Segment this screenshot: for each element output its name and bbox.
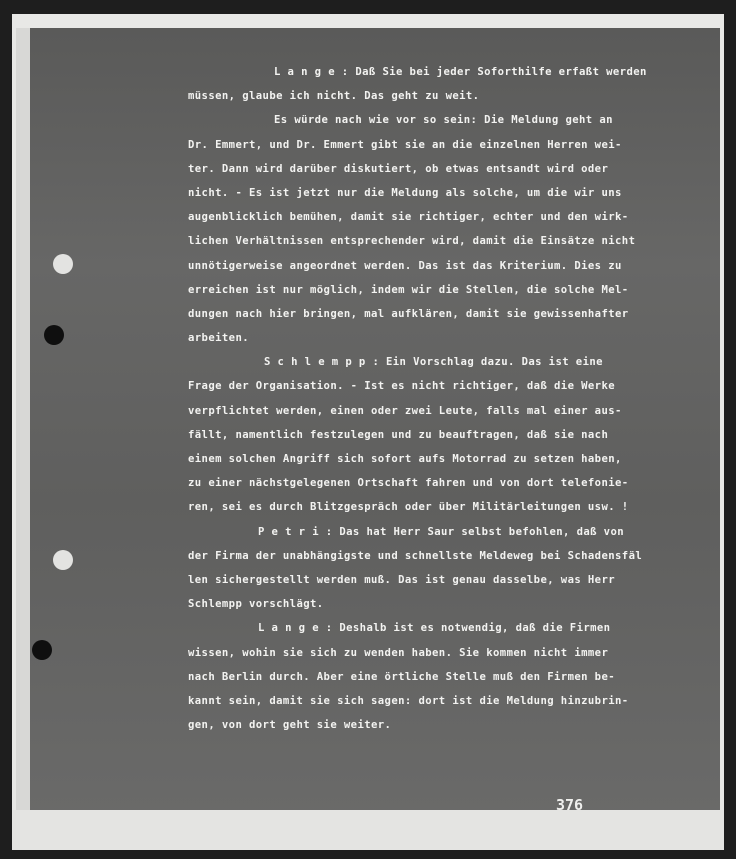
text-line: unnötigerweise angeordnet werden. Das ist das Kriterium. Dies zu [188, 259, 622, 272]
punch-hole [53, 550, 73, 570]
text-line: einem solchen Angriff sich sofort aufs Motorrad zu setzen haben, [188, 453, 622, 465]
text-line: augenblicklich bemühen, damit sie richtiger, echter und den wirk- [188, 211, 629, 224]
punch-hole [44, 325, 64, 345]
text-line: zu einer nächstgelegenen Ortschaft fahren und von dort telefonie- [188, 477, 629, 490]
document-text [188, 60, 708, 737]
text-line: ren, sei es durch Blitzgespräch oder über Militärleitungen usw. ! [188, 501, 629, 514]
text-line: müssen, glaube ich nicht. Das geht zu weit. [188, 90, 480, 103]
text-line: Es würde nach wie vor so sein: Die Meldung geht an [274, 114, 613, 127]
text-line: fällt, namentlich festzulegen und zu beauftragen, daß sie nach [188, 428, 609, 441]
text-line: nach Berlin durch. Aber eine örtliche Stelle muß den Firmen be- [188, 670, 616, 683]
text-line: len sichergestellt werden muß. Das ist genau dasselbe, was Herr [188, 573, 616, 586]
text-line: S c h l e m p p : Ein Vorschlag dazu. Das ist eine [264, 356, 603, 369]
text-line: dungen nach hier bringen, mal aufklären, damit sie gewissenhafter [188, 307, 629, 320]
margin-strip [16, 28, 30, 818]
text-line: L a n g e : Daß Sie bei jeder Soforthilfe erfaßt werden [274, 66, 647, 78]
text-line: Frage der Organisation. - Ist es nicht richtiger, daß die Werke [188, 380, 616, 393]
text-line: der Firma der unabhängigste und schnellste Meldeweg bei Schadensfäl [188, 549, 643, 562]
punch-hole [32, 640, 52, 660]
text-line: kannt sein, damit sie sich sagen: dort ist die Meldung hinzubrin- [188, 694, 629, 707]
text-line: erreichen ist nur möglich, indem wir die Stellen, die solche Mel- [188, 283, 629, 296]
punch-hole [53, 254, 73, 274]
text-line: ter. Dann wird darüber diskutiert, ob etwas entsandt wird oder [188, 162, 609, 175]
text-line: Dr. Emmert, und Dr. Emmert gibt sie an die einzelnen Herren wei- [188, 138, 622, 151]
text-line: P e t r i : Das hat Herr Saur selbst befohlen, daß von [258, 525, 625, 538]
text-line: wissen, wohin sie sich zu wenden haben. Sie kommen nicht immer [188, 646, 609, 659]
page-number: 376 [556, 796, 584, 814]
text-line: Schlempp vorschlägt. [188, 598, 324, 611]
text-line: verpflichtet werden, einen oder zwei Leute, falls mal einer aus- [188, 404, 622, 417]
text-line: gen, von dort geht sie weiter. [188, 719, 392, 732]
text-line: nicht. - Es ist jetzt nur die Meldung als solche, um die wir uns [188, 186, 622, 199]
text-line: lichen Verhältnissen entsprechender wird, damit die Einsätze nicht [188, 235, 636, 248]
bottom-paper-edge [12, 810, 724, 850]
text-line: arbeiten. [188, 332, 250, 345]
text-line: L a n g e : Deshalb ist es notwendig, daß die Firmen [258, 622, 611, 635]
